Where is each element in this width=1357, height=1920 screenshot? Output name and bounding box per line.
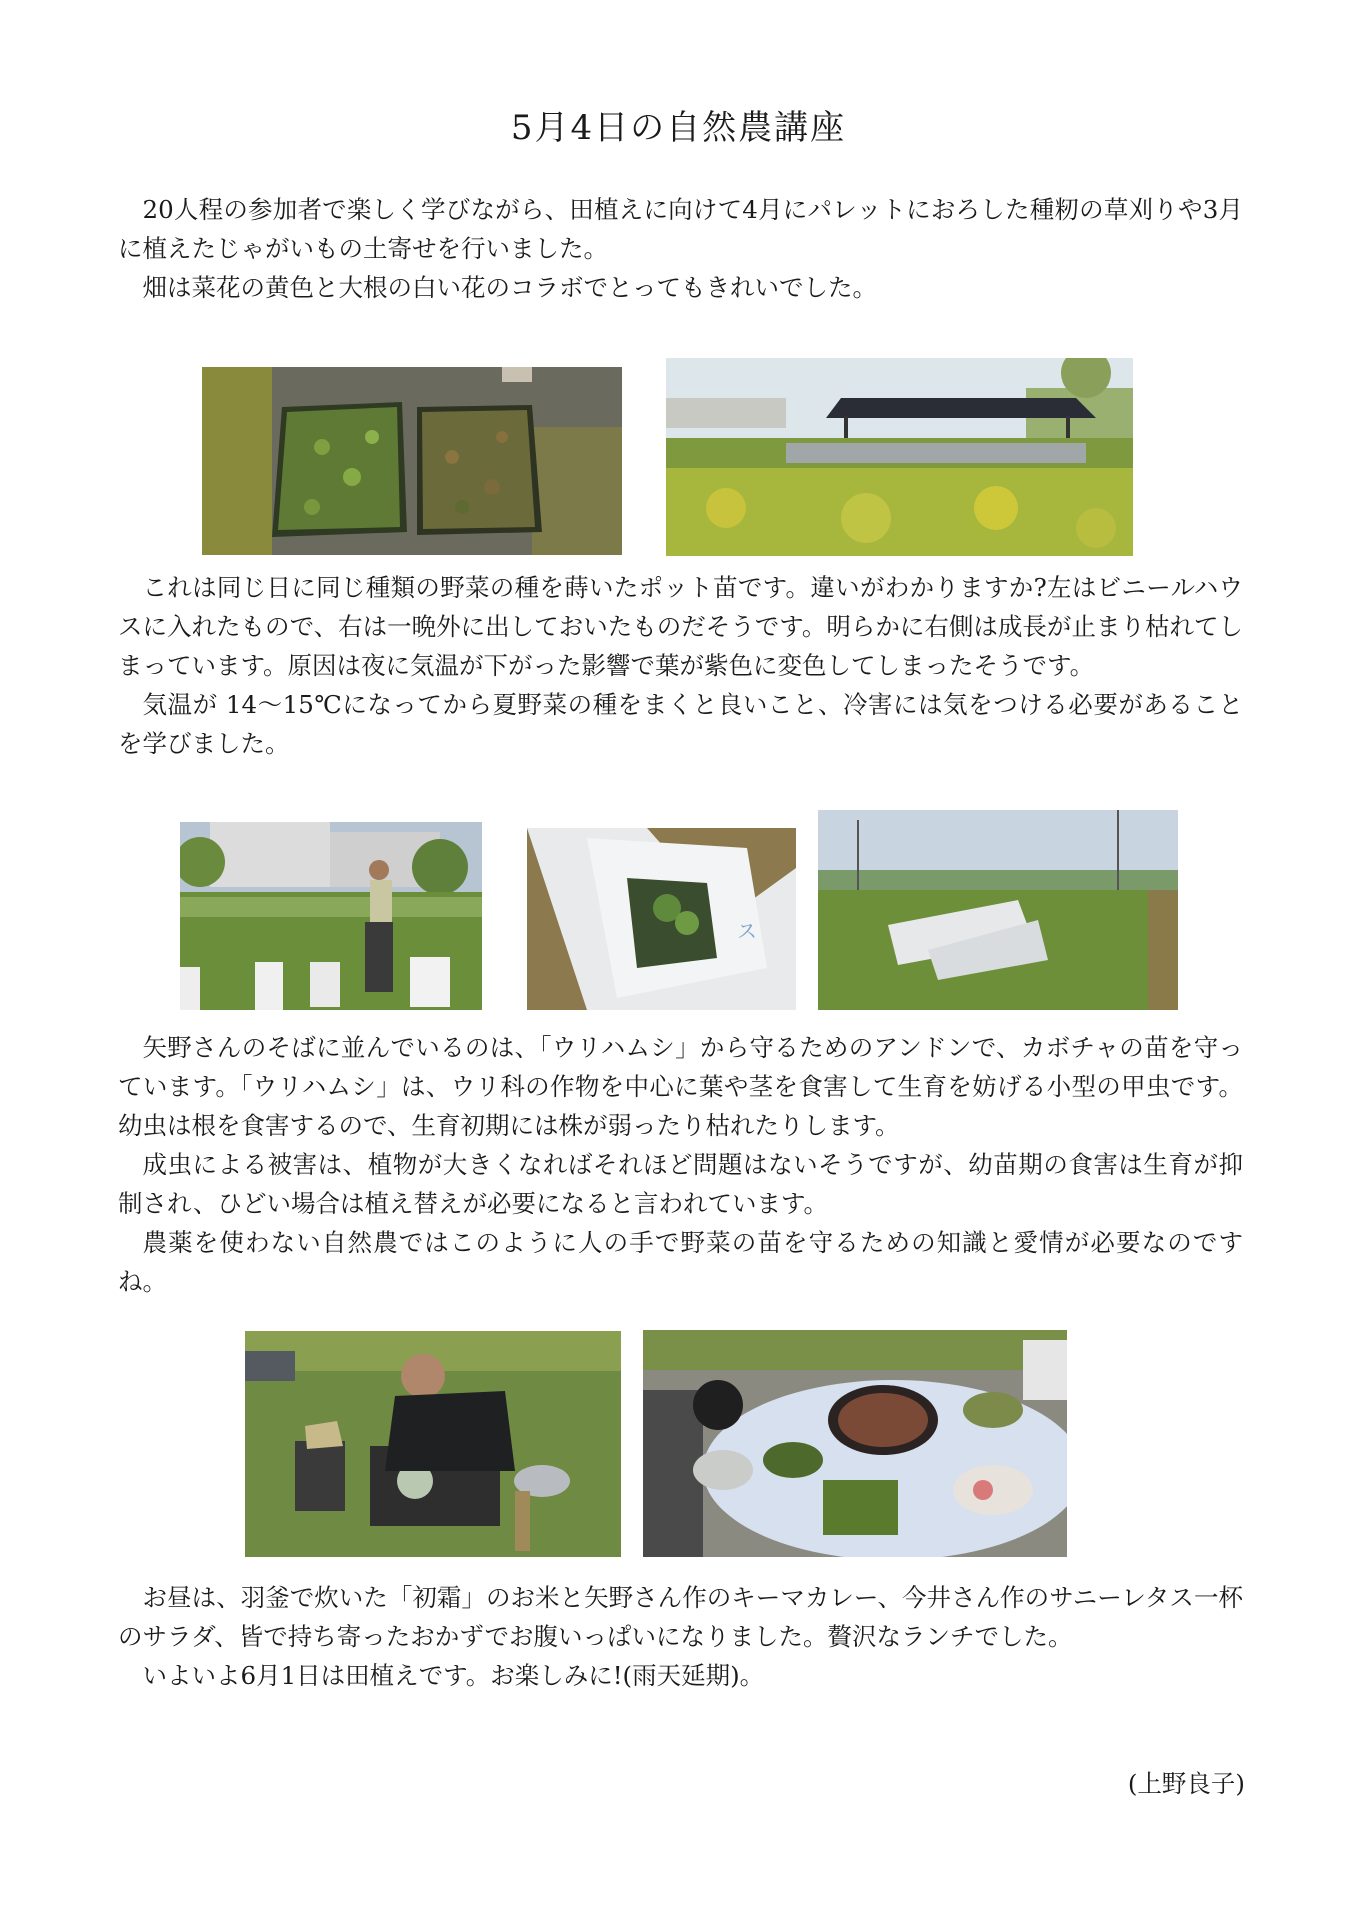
paragraph: お昼は、羽釜で炊いた「初霜」のお米と矢野さん作のキーマカレー、今井さん作のサニーレタス一杯のサラダ、皆で持ち寄ったおかずでお腹いっぱいになりました。贅沢なランチでした。 xyxy=(118,1583,1243,1651)
photo-cooking xyxy=(245,1331,621,1557)
intro-text xyxy=(118,190,1243,307)
photo-field-canopy xyxy=(666,358,1133,556)
paragraph: 畑は菜花の黄色と大根の白い花のコラボでとってもきれいでした。 xyxy=(142,273,878,302)
photo-andon-bag xyxy=(527,828,796,1010)
paragraph: 矢野さんのそばに並んでいるのは、「ウリハムシ」から守るためのアンドンで、カボチャの苗を守っています。「ウリハムシ」は、ウリ科の作物を中心に葉や茎を食害して生育を妨げる小型の甲虫です。幼虫は根を食害するので、生育初期には株が弱ったり枯れたりします。 xyxy=(118,1033,1243,1140)
paragraph: 農薬を使わない自然農ではこのように人の手で野菜の苗を守るための知識と愛情が必要なのですね。 xyxy=(118,1228,1243,1296)
paragraph: 気温が 14～15℃になってから夏野菜の種をまくと良いこと、冷害には気をつける必要があることを学びました。 xyxy=(118,690,1243,758)
photo-lunch xyxy=(643,1330,1067,1557)
lunch-text xyxy=(118,1578,1243,1695)
page-title: 5月4日の自然農講座 xyxy=(510,108,847,148)
author-credit: (上野良子) xyxy=(1127,1769,1245,1798)
photo-tunnels xyxy=(818,810,1178,1010)
seedling-text xyxy=(118,568,1243,763)
paragraph: 成虫による被害は、植物が大きくなればそれほど問題はないそうですが、幼苗期の食害は生育が抑制され、ひどい場合は植え替えが必要になると言われています。 xyxy=(118,1150,1243,1218)
photo-man-andon xyxy=(180,822,482,1010)
paragraph: 20人程の参加者で楽しく学びながら、田植えに向けて4月にパレットにおろした種籾の草刈りや3月に植えたじゃがいもの土寄せを行いました。 xyxy=(118,195,1243,263)
photo-seedling-trays xyxy=(202,367,622,555)
urihamushi-text xyxy=(118,1028,1243,1301)
paragraph: これは同じ日に同じ種類の野菜の種を蒔いたポット苗です。違いがわかりますか?左はビニールハウスに入れたもので、右は一晩外に出しておいたものだそうです。明らかに右側は成長が止まり枯れてしまっています。原因は夜に気温が下がった影響で葉が紫色に変色してしまったそうです。 xyxy=(118,573,1243,680)
paragraph: いよいよ6月1日は田植えです。お楽しみに!(雨天延期)。 xyxy=(142,1661,765,1690)
svg-text:ス: ス xyxy=(737,919,757,943)
